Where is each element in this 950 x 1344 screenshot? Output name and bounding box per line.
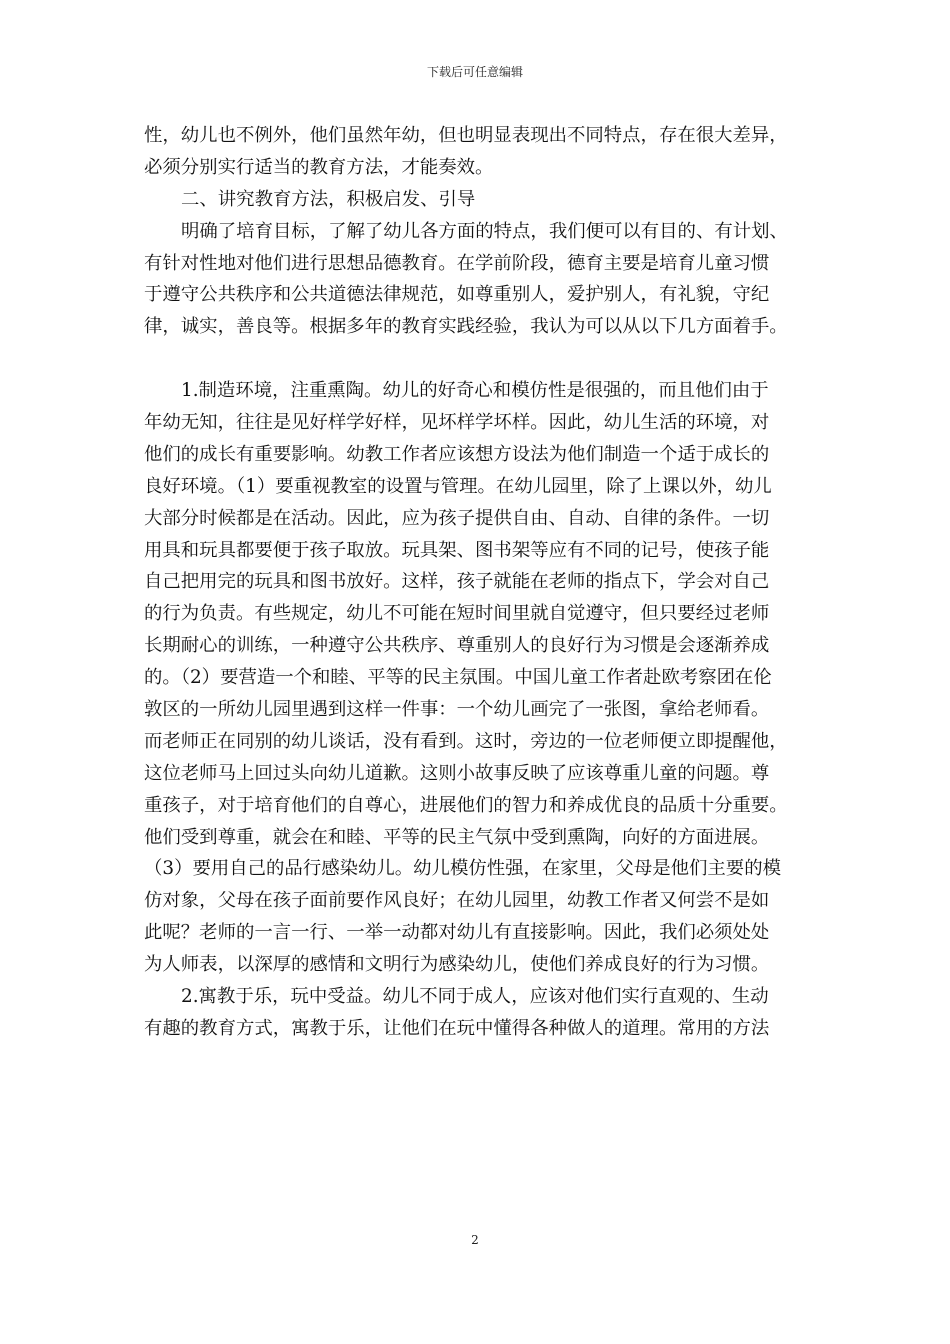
text-line: 有针对性地对他们进行思想品德教育。在学前阶段，德育主要是培育儿童习惯	[144, 252, 770, 274]
text-line: 明确了培育目标，了解了幼儿各方面的特点，我们便可以有目的、有计划、	[181, 220, 788, 242]
text-line: （3）要用自己的品行感染幼儿。幼儿模仿性强，在家里，父母是他们主要的模	[144, 858, 781, 880]
document-body	[144, 120, 809, 1045]
section-heading: 二、讲究教育方法，积极启发、引导	[181, 188, 476, 210]
text-line: 仿对象，父母在孩子面前要作风良好；在幼儿园里，幼教工作者又何尝不是如	[144, 890, 770, 912]
text-line: 自己把用完的玩具和图书放好。这样，孩子就能在老师的指点下，学会对自己	[144, 571, 770, 593]
text-line: 2.寓教于乐，玩中受益。幼儿不同于成人，应该对他们实行直观的、生动	[181, 986, 769, 1008]
text-line: 大部分时候都是在活动。因此，应为孩子提供自由、自动、自律的条件。一切	[144, 507, 770, 529]
text-line: 律，诚实，善良等。根据多年的教育实践经验，我认为可以从以下几方面着手。	[144, 316, 788, 338]
text-line: 性，幼儿也不例外，他们虽然年幼，但也明显表现出不同特点，存在很大差异，	[144, 125, 788, 146]
text-line: 而老师正在同别的幼儿谈话，没有看到。这时，旁边的一位老师便立即提醒他，	[144, 730, 788, 752]
page-header: 下载后可任意编辑	[426, 65, 523, 79]
text-line: 他们受到尊重，就会在和睦、平等的民主气氛中受到熏陶，向好的方面进展。	[144, 826, 770, 848]
text-line: 良好环境。（1）要重视教室的设置与管理。在幼儿园里，除了上课以外，幼儿	[144, 475, 772, 497]
text-line: 敦区的一所幼儿园里遇到这样一件事：一个幼儿画完了一张图，拿给老师看。	[144, 699, 770, 721]
text-line: 有趣的教育方式，寓教于乐，让他们在玩中懂得各种做人的道理。常用的方法	[144, 1017, 770, 1039]
text-line: 用具和玩具都要便于孩子取放。玩具架、图书架等应有不同的记号，使孩子能	[144, 539, 770, 561]
text-line: 的行为负责。有些规定，幼儿不可能在短时间里就自觉遵守，但只要经过老师	[144, 603, 770, 625]
text-line: 他们的成长有重要影响。幼教工作者应该想方设法为他们制造一个适于成长的	[144, 443, 770, 465]
text-line: 于遵守公共秩序和公共道德法律规范，如尊重别人，爱护别人，有礼貌，守纪	[144, 284, 770, 306]
text-line: 重孩子，对于培育他们的自尊心，进展他们的智力和养成优良的品质十分重要。	[144, 794, 788, 816]
text-line: 的。（2）要营造一个和睦、平等的民主氛围。中国儿童工作者赴欧考察团在伦	[144, 667, 772, 689]
text-line: 长期耐心的训练，一种遵守公共秩序、尊重别人的良好行为习惯是会逐渐养成	[144, 635, 770, 657]
text-line: 必须分别实行适当的教育方法，才能奏效。	[144, 156, 494, 178]
text-line: 为人师表，以深厚的感情和文明行为感染幼儿，使他们养成良好的行为习惯。	[144, 954, 770, 976]
text-line: 年幼无知，往往是见好样学好样，见坏样学坏样。因此，幼儿生活的环境，对	[144, 412, 770, 434]
paragraph-gap	[144, 343, 809, 375]
text-line: 1.制造环境，注重熏陶。幼儿的好奇心和模仿性是很强的，而且他们由于	[181, 380, 769, 402]
text-line: 此呢？老师的一言一行、一举一动都对幼儿有直接影响。因此，我们必须处处	[144, 922, 770, 944]
text-line: 这位老师马上回过头向幼儿道歉。这则小故事反映了应该尊重儿童的问题。尊	[144, 762, 770, 784]
page-number: 2	[471, 1233, 479, 1247]
